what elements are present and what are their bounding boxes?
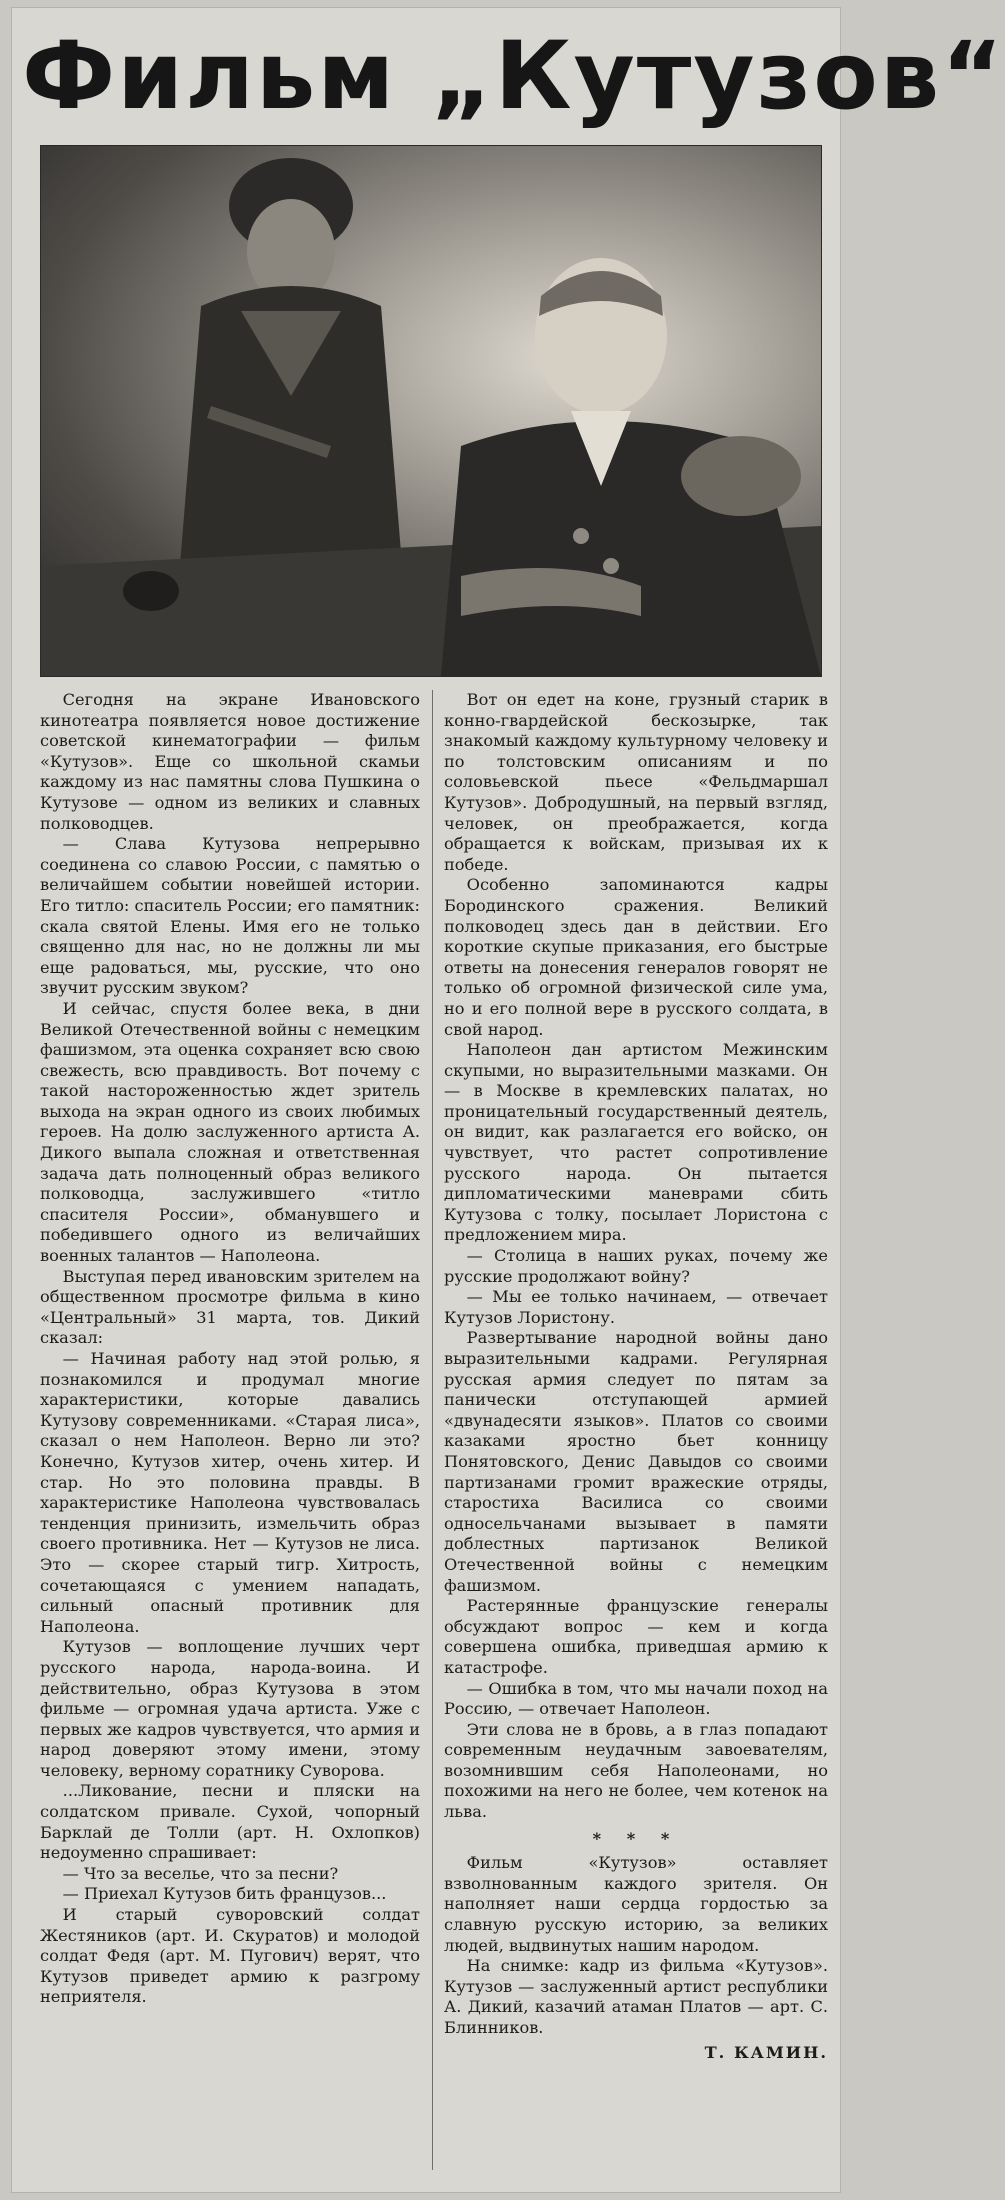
paragraph: ...Ликование, песни и пляски на солдатском привале. Сухой, чопорный Барклай де Толли (арт. Н. Охлопков) недоуменно спрашивает: [40, 1781, 420, 1863]
paragraph: Сегодня на экране Ивановского кинотеатра появляется новое достижение советской кинематографии — фильм «Кутузов». Еще со школьной скамьи каждому из нас памятны слова Пушкина о Кутузове — одном из великих и славных полководцев. [40, 690, 420, 833]
paragraph: — Слава Кутузова непрерывно соединена со славою России, с памятью о величайшем событии новейшей истории. Его титло: спаситель России; его памятник: скала святой Елены. Имя его не только священно для нас, но не должны ли мы еще радоваться, мы, русские, что оно звучит русским звуком? [40, 834, 420, 998]
paragraph: — Мы ее только начинаем, — отвечает Кутузов Лористону. [444, 1287, 828, 1327]
film-still-icon [41, 146, 821, 676]
paragraph: Особенно запоминаются кадры Бородинского сражения. Великий полководец здесь дан в действии. Его короткие скупые приказания, его быстрые ответы на донесения генералов говорят не только об огромной физической силе ума, но и его полной вере в русского солдата, в свой народ. [444, 875, 828, 1039]
film-still-photo [40, 145, 822, 677]
headline: Фильм „Кутузов“ [22, 22, 1005, 131]
article-column-left [40, 690, 420, 2008]
conclusion-paragraph: Фильм «Кутузов» оставляет взволнованным каждого зрителя. Он наполняет наши сердца гордостью за славную русскую историю, за великих людей, выдвинутых нашим народом. [444, 1853, 828, 1955]
paragraph: Выступая перед ивановским зрителем на общественном просмотре фильма в кино «Центральный» 31 марта, тов. Дикий сказал: [40, 1266, 420, 1348]
paragraph: — Ошибка в том, что мы начали поход на Россию, — отвечает Наполеон. [444, 1678, 828, 1719]
paragraph: — Приехал Кутузов бить французов... [62, 1884, 387, 1904]
paragraph: — Что за веселье, что за песни? [62, 1863, 339, 1883]
paragraph: Наполеон дан артистом Межинским скупыми, но выразительными мазками. Он — в Москве в кремлевских палатах, но проницательный государственный деятель, он видит, как разлагается его войско, он чувствует, что растет сопротивление русского народа. Он пытается дипломатическими маневрами сбить Кутузова с толку, посылает Лористона с предложением мира. [444, 1040, 828, 1245]
section-separator: * * * [592, 1828, 680, 1848]
author-byline: Т. КАМИН. [704, 2042, 828, 2062]
paragraph: Растерянные французские генералы обсуждают вопрос — кем и когда совершена ошибка, приведшая армию к катастрофе. [444, 1596, 828, 1677]
paragraph: — Столица в наших руках, почему же русские продолжают войну? [444, 1246, 828, 1286]
paragraph: Развертывание народной войны дано выразительными кадрами. Регулярная русская армия следует по пятам за панически отступающей армией «двунадесяти языков». Платов со своими казаками яростно бьет конницу Понятовского, Денис Давыдов со своими партизанами громит вражеские отряды, старостиха Василиса со своими односельчанами вызывает в памяти доблестных партизанок Великой Отечественной войны с немецким фашизмом. [444, 1328, 828, 1595]
paragraph: И старый суворовский солдат Жестяников (арт. И. Скуратов) и молодой солдат Федя (арт. М. Пугович) верят, что Кутузов приведет армию к разгрому неприятеля. [40, 1905, 420, 2007]
article-column-right [444, 690, 828, 2063]
column-divider [432, 690, 433, 2170]
paragraph: — Начиная работу над этой ролью, я познакомился и продумал многие характеристики, которые давались Кутузову современниками. «Старая лиса», сказал о нем Наполеон. Верно ли это? Конечно, Кутузов хитер, очень хитер. И стар. Но это половина правды. В характеристике Наполеона чувствовалась тенденция принизить, измельчить образ своего противника. Нет — Кутузов не лиса. Это — скорее старый тигр. Хитрость, сочетающаяся с умением нападать, сильный опасный противник для Наполеона. [40, 1349, 420, 1636]
paragraph: Вот он едет на коне, грузный старик в конно-гвардейской бескозырке, так знакомый каждому культурному человеку и по толстовским описаниям и по соловьевской пьесе «Фельдмаршал Кутузов». Добродушный, на первый взгляд, человек, он преображается, когда обращается к войскам, призывая их к победе. [444, 690, 828, 874]
paragraph: И сейчас, спустя более века, в дни Великой Отечественной войны с немецким фашизмом, эта оценка сохраняет всю свою свежесть, всю правдивость. Вот почему с такой настороженностью ждет зритель выхода на экран одного из своих любимых героев. На долю заслуженного артиста А. Дикого выпала сложная и ответственная задача дать полноценный образ великого полководца, заслужившего «титло спасителя России», обманувшего и победившего одного из величайших военных талантов — Наполеона. [40, 998, 420, 1266]
paragraph: Эти слова не в бровь, а в глаз попадают современным неудачным завоевателям, возомнившим себя Наполеонами, но похожими на него не более, чем котенок на льва. [444, 1719, 828, 1822]
paragraph: Кутузов — воплощение лучших черт русского народа, народа-воина. И действительно, образ Кутузова в этом фильме — огромная удача артиста. Уже с первых же кадров чувствуется, что армия и народ доверяют этому имени, этому человеку, верному соратнику Суворова. [40, 1637, 420, 1780]
photo-caption: На снимке: кадр из фильма «Кутузов». Кутузов — заслуженный артист республики А. Дикий, казачий атаман Платов — арт. С. Блинников. [444, 1956, 828, 2037]
